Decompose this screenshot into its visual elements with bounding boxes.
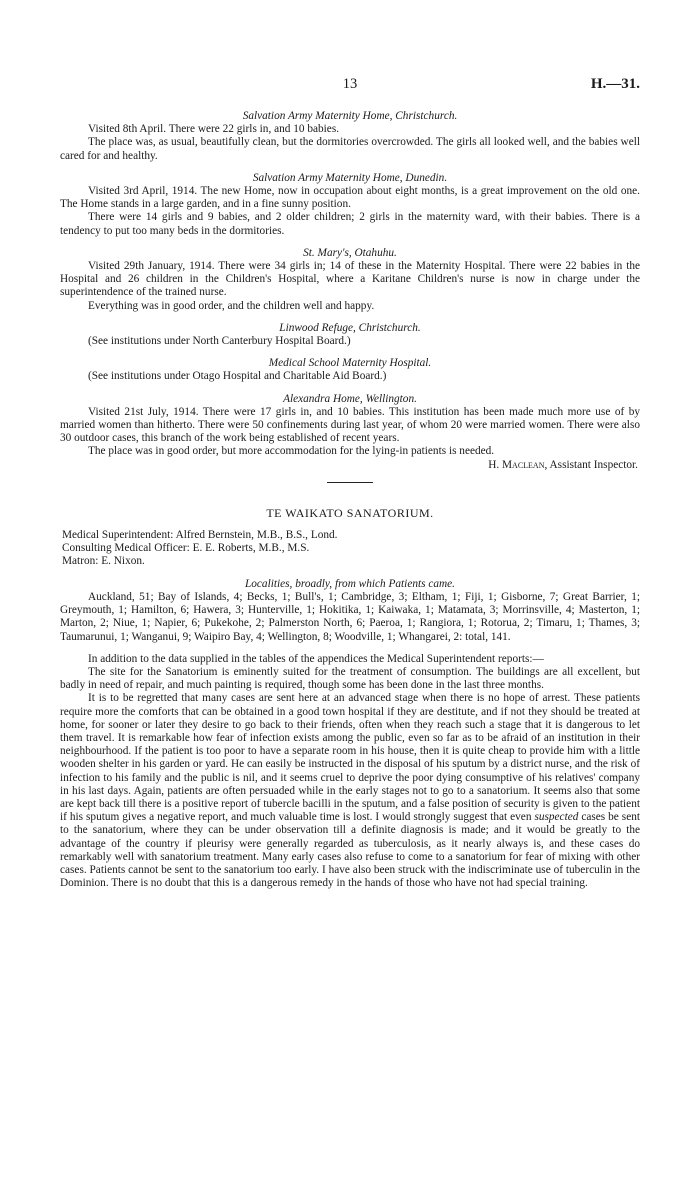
paragraph: Visited 3rd April, 1914. The new Home, now in occupation about eight months, is a great improvement on the old one. The Home stands in a large garden, and in a fine sunny position.	[60, 185, 640, 211]
paragraph: The place was, as usual, beautifully clean, but the dormitories overcrowded. The girls all looked well, and the babies well cared for and healthy.	[60, 136, 640, 162]
paragraph: (See institutions under Otago Hospital and Charitable Aid Board.)	[88, 370, 387, 383]
signature-title: Assistant Inspector.	[549, 458, 638, 471]
paragraph	[60, 692, 640, 890]
paragraph: There were 14 girls and 9 babies, and 2 older children; 2 girls in the maternity ward, with their babies. There is a tendency to put too many beds in the dormitories.	[60, 211, 640, 237]
staff-line: Medical Superintendent: Alfred Bernstein, M.B., B.S., Lond.	[62, 529, 338, 542]
section-heading: Linwood Refuge, Christchurch.	[279, 321, 421, 334]
section-heading: Alexandra Home, Wellington.	[283, 392, 417, 405]
report-reference: H.—31.	[590, 76, 640, 92]
section-heading: Salvation Army Maternity Home, Christchurch.	[242, 110, 458, 122]
paragraph: Everything was in good order, and the children well and happy.	[88, 299, 375, 312]
localities-list: Auckland, 51; Bay of Islands, 4; Becks, 1; Bull's, 1; Cambridge, 3; Eltham, 1; Fiji, 1; Gisborne, 7; Great Barrier, 1; Greymouth, 1; Hamilton, 6; Hawera, 3; Hunterville, 1; Hokitika, 1; Kaiwaka, 1; Matamata, 3; Morrinsville, 4; Masterton, 1; Marton, 2; Niue, 1; Napier, 6; Pukekohe, 2; Palmerston North, 6; Paeroa, 1; Rangiora, 1; Rotorua, 2; Timaru, 1; Thames, 3; Taumarunui, 1; Wanganui, 9; Waipiro Bay, 4; Wellington, 8; Woodville, 1; Whangarei, 2: total, 141.	[60, 590, 640, 643]
paragraph-text: cases be sent to the sanatorium, where they can be under observation till a definite diagnosis is made; and it would be greatly to the advantage of the country if pleurisy were generally regarded as tuberculosis, as it nearly always is, and these cases do remarkably well with sanatorium treatment. Many early cases also refuse to come to a sanatorium for fear of mixing with other cases. Patients cannot be sent to the sanatorium too early. I have also been struck with the indiscriminate use of tuberculin in the Dominion. There is no doubt that this is a dangerous remedy in the hands of those who have not had special training.	[60, 811, 640, 890]
paragraph: Visited 29th January, 1914. There were 34 girls in; 14 of these in the Maternity Hospital. There were 22 babies in the Hospital and 26 children in the Children's Hospital, where a Karitane Children's nurse is now in charge under the superintendence of the trained nurse.	[60, 260, 640, 299]
section-heading: St. Mary's, Otahuhu.	[303, 246, 397, 259]
paragraph: (See institutions under North Canterbury Hospital Board.)	[88, 335, 351, 348]
paragraph: The site for the Sanatorium is eminently suited for the treatment of consumption. The buildings are all excellent, but badly in need of repair, and much painting is required, though some has been done in the last three months.	[60, 665, 640, 692]
paragraph: In addition to the data supplied in the tables of the appendices the Medical Superintendent reports:—	[88, 652, 544, 665]
signature-name: H. Maclean,	[488, 458, 548, 471]
paragraph: Visited 21st July, 1914. There were 17 girls in, and 10 babies. This institution has been made much more use of by married women than hitherto. There were 50 confinements during last year, of whom 20 were married women. There were also 30 outdoor cases, this branch of the work being established of recent years.	[60, 405, 640, 445]
page-body	[60, 110, 640, 890]
localities-heading: Localities, broadly, from which Patients came.	[244, 577, 456, 590]
signature	[60, 459, 640, 472]
staff-list	[60, 529, 640, 569]
emphasis-suspected: suspected	[534, 811, 579, 824]
staff-line: Matron: E. Nixon.	[62, 555, 145, 568]
page-number: 13	[342, 76, 358, 92]
paragraph-text: It is to be regretted that many cases are sent here at an advanced stage when there is no hope of arrest. These patients require more the comforts that can be obtained in a good town hospital if they are destitute, and if not they should be treated at home, for sooner or later they desire to go back to their friends, often when they reach such a stage that it is dangerous to let them travel. It is remarkable how fear of infection exists among the public, even so far as to be afraid of an institution in their neighbourhood. If the patient is too poor to have a separate room in his house, then it is quite cheap to provide him with a little wooden shelter in his garden or yard. He can easily be instructed in the disposal of his sputum by a district nurse, and the risk of infection to his family and the public is nil, and it seems cruel to deprive the poor dying consumptive of his relatives' company in his last days. Again, patients are often persuaded while in the early stages not to go to a sanatorium. It seems also that some are kept back till there is a positive report of tubercle bacilli in the sputum, and a false position of security is given to the patient if his sputum gives a negative report, and much valuable time is lost. I would strongly suggest that even	[60, 692, 640, 824]
paragraph: Visited 8th April. There were 22 girls in, and 10 babies.	[88, 123, 340, 136]
sanatorium-title: TE WAIKATO SANATORIUM.	[266, 505, 434, 520]
staff-line: Consulting Medical Officer: E. E. Roberts, M.B., M.S.	[62, 542, 310, 555]
paragraph: The place was in good order, but more accommodation for the lying-in patients is needed.	[88, 445, 495, 458]
section-heading: Salvation Army Maternity Home, Dunedin.	[252, 171, 448, 184]
section-heading: Medical School Maternity Hospital.	[268, 357, 432, 370]
